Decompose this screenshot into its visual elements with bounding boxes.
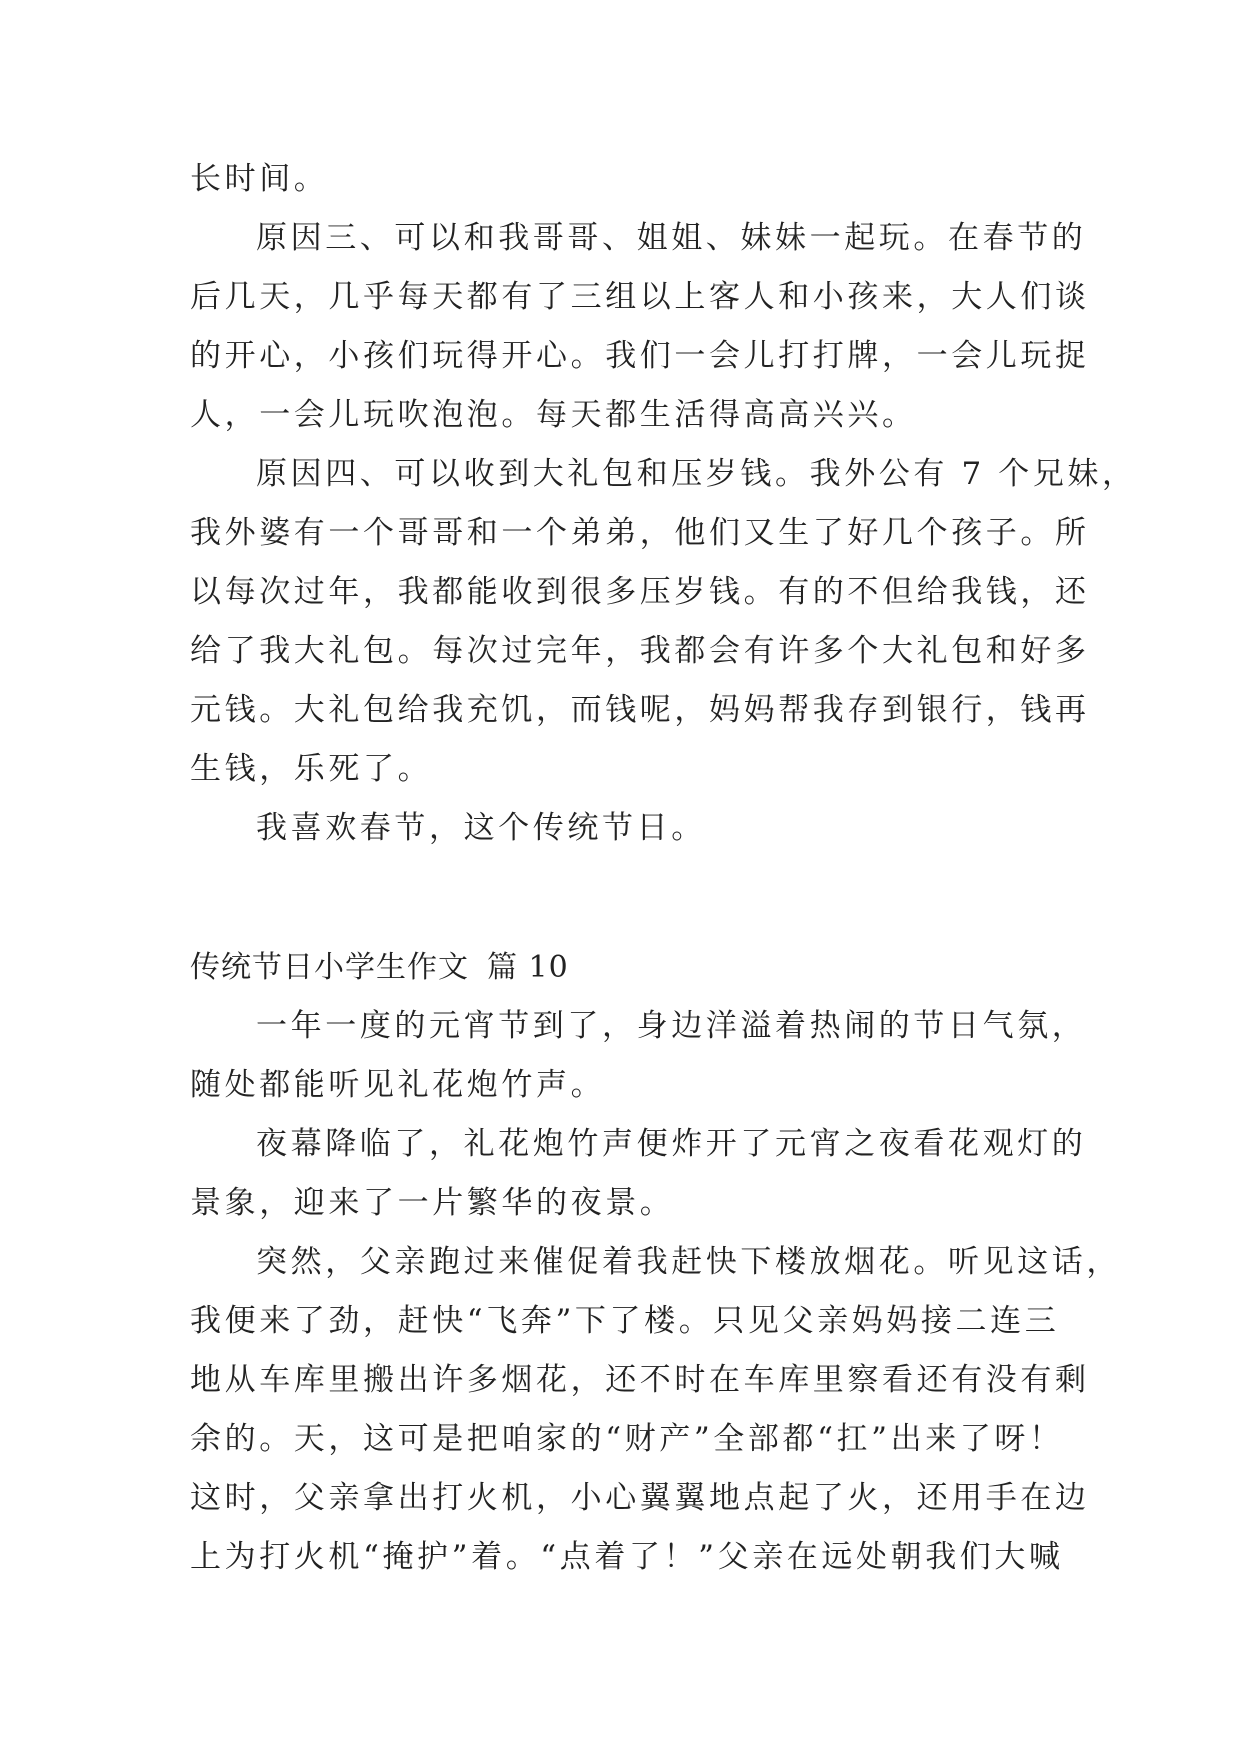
paragraph-line: 突然，父亲跑过来催促着我赶快下楼放烟花。听见这话， bbox=[256, 1244, 1121, 1280]
paragraph-line: 景象，迎来了一片繁华的夜景。 bbox=[190, 1185, 675, 1221]
section-title: 传统节日小学生作文 bbox=[190, 950, 469, 985]
paragraph-nightfall bbox=[190, 1115, 1087, 1233]
paragraph-line: 长时间。 bbox=[190, 161, 329, 197]
section-gap bbox=[190, 858, 1060, 938]
document-body bbox=[190, 150, 1137, 1587]
paragraph-line: 夜幕降临了，礼花炮竹声便炸开了元宵之夜看花观灯的 bbox=[256, 1126, 1087, 1162]
section-number: 篇 10 bbox=[487, 950, 569, 985]
paragraph-line: 原因三、可以和我哥哥、姐姐、妹妹一起玩。在春节的 bbox=[256, 220, 1087, 256]
paragraph-line: 后几天，几乎每天都有了三组以上客人和小孩来，大人们谈 bbox=[190, 279, 1090, 315]
paragraph-line: 生钱，乐死了。 bbox=[190, 751, 433, 787]
paragraph-reason-four bbox=[190, 445, 1137, 799]
paragraph-line: 余的。天，这可是把咱家的“财产”全部都“扛”出来了呀！ bbox=[190, 1421, 1064, 1457]
paragraph-line: 元钱。大礼包给我充饥，而钱呢，妈妈帮我存到银行，钱再 bbox=[190, 692, 1090, 728]
paragraph-line: 我便来了劲，赶快“飞奔”下了楼。只见父亲妈妈接二连三 bbox=[190, 1303, 1060, 1339]
paragraph-line: 一年一度的元宵节到了，身边洋溢着热闹的节日气氛， bbox=[256, 1008, 1087, 1044]
paragraph-conclusion: 我喜欢春节，这个传统节日。 bbox=[256, 810, 706, 846]
paragraph-line: 地从车库里搬出许多烟花，还不时在车库里察看还有没有剩 bbox=[190, 1362, 1090, 1398]
paragraph-line: 这时，父亲拿出打火机，小心翼翼地点起了火，还用手在边 bbox=[190, 1480, 1090, 1516]
section-heading bbox=[190, 938, 1060, 997]
paragraph-line: 人，一会儿玩吹泡泡。每天都生活得高高兴兴。 bbox=[190, 397, 917, 433]
paragraph-line: 以每次过年，我都能收到很多压岁钱。有的不但给我钱，还 bbox=[190, 574, 1090, 610]
paragraph-line: 上为打火机“掩护”着。“点着了！”父亲在远处朝我们大喊 bbox=[190, 1539, 1064, 1575]
paragraph-line: 的开心，小孩们玩得开心。我们一会儿打打牌，一会儿玩捉 bbox=[190, 338, 1090, 374]
paragraph-fireworks bbox=[190, 1233, 1121, 1587]
paragraph-lantern-festival bbox=[190, 997, 1087, 1115]
paragraph-line: 原因四、可以收到大礼包和压岁钱。我外公有 7 个兄妹， bbox=[256, 456, 1137, 492]
paragraph-line: 给了我大礼包。每次过完年，我都会有许多个大礼包和好多 bbox=[190, 633, 1090, 669]
paragraph-line: 随处都能听见礼花炮竹声。 bbox=[190, 1067, 606, 1103]
paragraph-line: 我外婆有一个哥哥和一个弟弟，他们又生了好几个孩子。所 bbox=[190, 515, 1090, 551]
paragraph-reason-three bbox=[190, 209, 1090, 445]
